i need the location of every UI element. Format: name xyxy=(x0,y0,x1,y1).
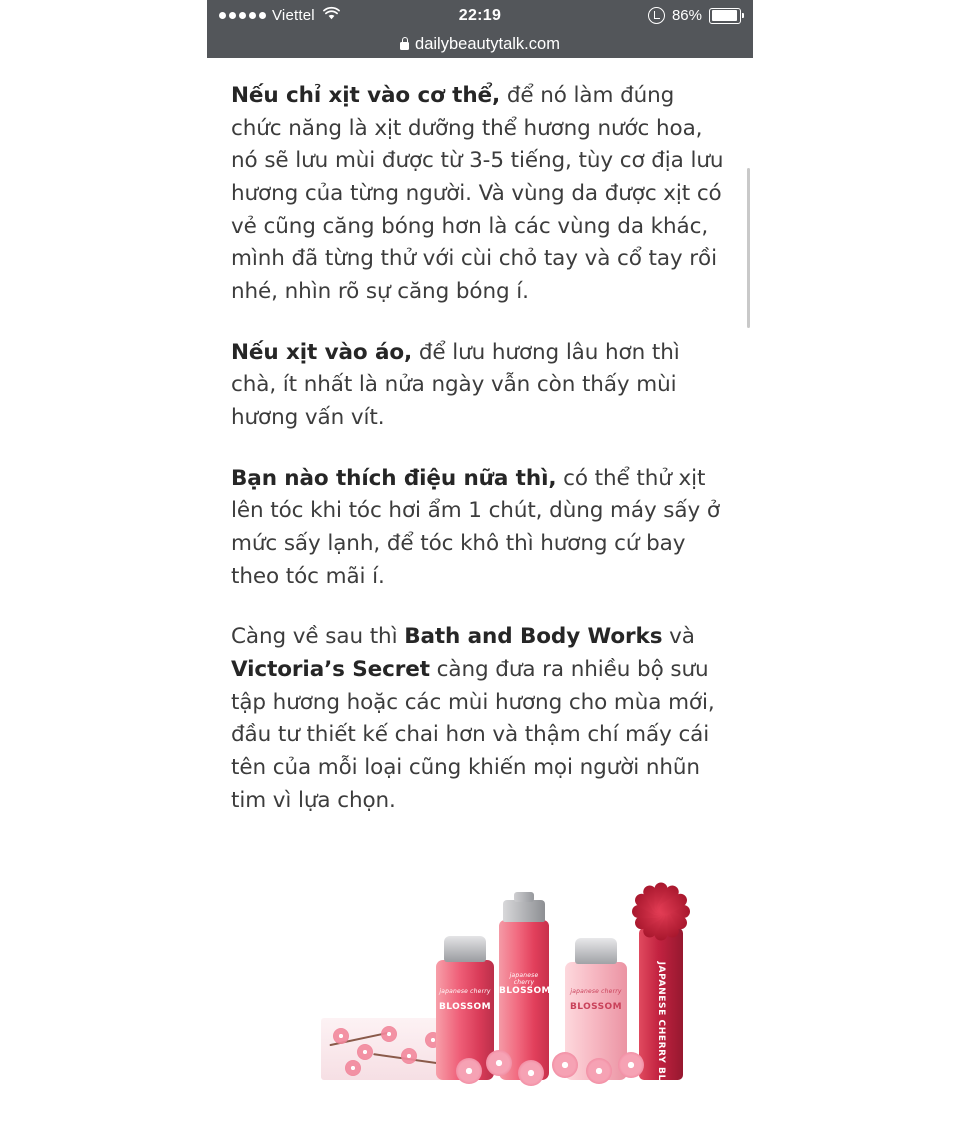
paragraph-1-body: để nó làm đúng chức năng là xịt dưỡng thể hương nước hoa, nó sẽ lưu mùi được từ 3-5 tiếng, tùy cơ địa lưu hương của từng người. Và vùng da được xịt có vẻ cũng căng bóng hơn là các vùng da khác, mình đã từng thử với cùi chỏ tay và cổ tay rồi nhé, nhìn rõ sự căng bóng í. xyxy=(231,83,724,305)
rotation-lock-icon xyxy=(648,7,665,24)
signal-strength-icon xyxy=(219,12,266,19)
product-image xyxy=(231,845,729,1121)
paragraph-3 xyxy=(231,463,729,594)
paragraph-3-body: có thể thử xịt lên tóc khi tóc hơi ẩm 1 chút, dùng máy sấy ở mức sấy lạnh, để tóc khô thì hương cứ bay theo tóc mãi í. xyxy=(231,465,720,589)
status-bar-right xyxy=(648,7,753,24)
gel-script-label: japanese cherry xyxy=(570,988,622,996)
lotion-cap xyxy=(444,936,486,962)
product-stage xyxy=(231,845,729,1121)
article-content xyxy=(207,58,753,1121)
lotion-label: BLOSSOM xyxy=(439,1002,491,1013)
scattered-blossoms xyxy=(456,1044,656,1084)
paragraph-4 xyxy=(231,621,729,817)
lotion-script-label: japanese cherry xyxy=(439,988,491,996)
flower-cap-icon xyxy=(624,888,698,934)
paragraph-3-lead: Bạn nào thích điệu nữa thì, xyxy=(231,465,557,491)
mobile-browser-viewport xyxy=(207,0,753,1121)
battery-percent-label: 86% xyxy=(671,7,702,24)
paragraph-4-part2: và xyxy=(662,624,695,650)
status-bar-left xyxy=(207,7,340,24)
paragraph-2 xyxy=(231,337,729,435)
mist-label: BLOSSOM xyxy=(499,986,551,997)
clock-label: 22:19 xyxy=(458,6,502,24)
status-bar xyxy=(207,0,753,31)
carrier-label: Viettel xyxy=(272,7,315,24)
tall-bottle-label: JAPANESE CHERRY BLOSSOM xyxy=(656,962,666,1121)
url-label: dailybeautytalk.com xyxy=(415,35,560,53)
battery-icon xyxy=(709,8,741,24)
paragraph-2-body: để lưu hương lâu hơn thì chà, ít nhất là nửa ngày vẫn còn thấy mùi hương vấn vít. xyxy=(231,339,680,431)
paragraph-1 xyxy=(231,80,729,309)
page-scrollbar[interactable] xyxy=(747,168,750,328)
wifi-icon xyxy=(323,7,340,24)
mist-cap xyxy=(503,900,545,922)
paragraph-4-part1: Càng về sau thì xyxy=(231,624,405,650)
brand-bath-and-body-works: Bath and Body Works xyxy=(404,624,663,650)
gel-cap xyxy=(575,938,617,964)
paragraph-2-lead: Nếu xịt vào áo, xyxy=(231,339,413,365)
padlock-icon xyxy=(400,42,409,50)
paragraph-4-part3: càng đưa ra nhiều bộ sưu tập hương hoặc các mùi hương cho mùa mới, đầu tư thiết kế chai hơn và thậm chí mấy cái tên của mỗi loại cũng khiến mọi người nhũn tim vì lựa chọn. xyxy=(231,657,715,813)
gel-label: BLOSSOM xyxy=(570,1002,622,1013)
brand-victorias-secret: Victoria’s Secret xyxy=(231,657,430,683)
url-bar[interactable] xyxy=(207,31,753,58)
mist-script-label: japanese cherry xyxy=(509,972,539,987)
mist-nozzle xyxy=(514,892,534,902)
paragraph-1-lead: Nếu chỉ xịt vào cơ thể, xyxy=(231,83,501,108)
